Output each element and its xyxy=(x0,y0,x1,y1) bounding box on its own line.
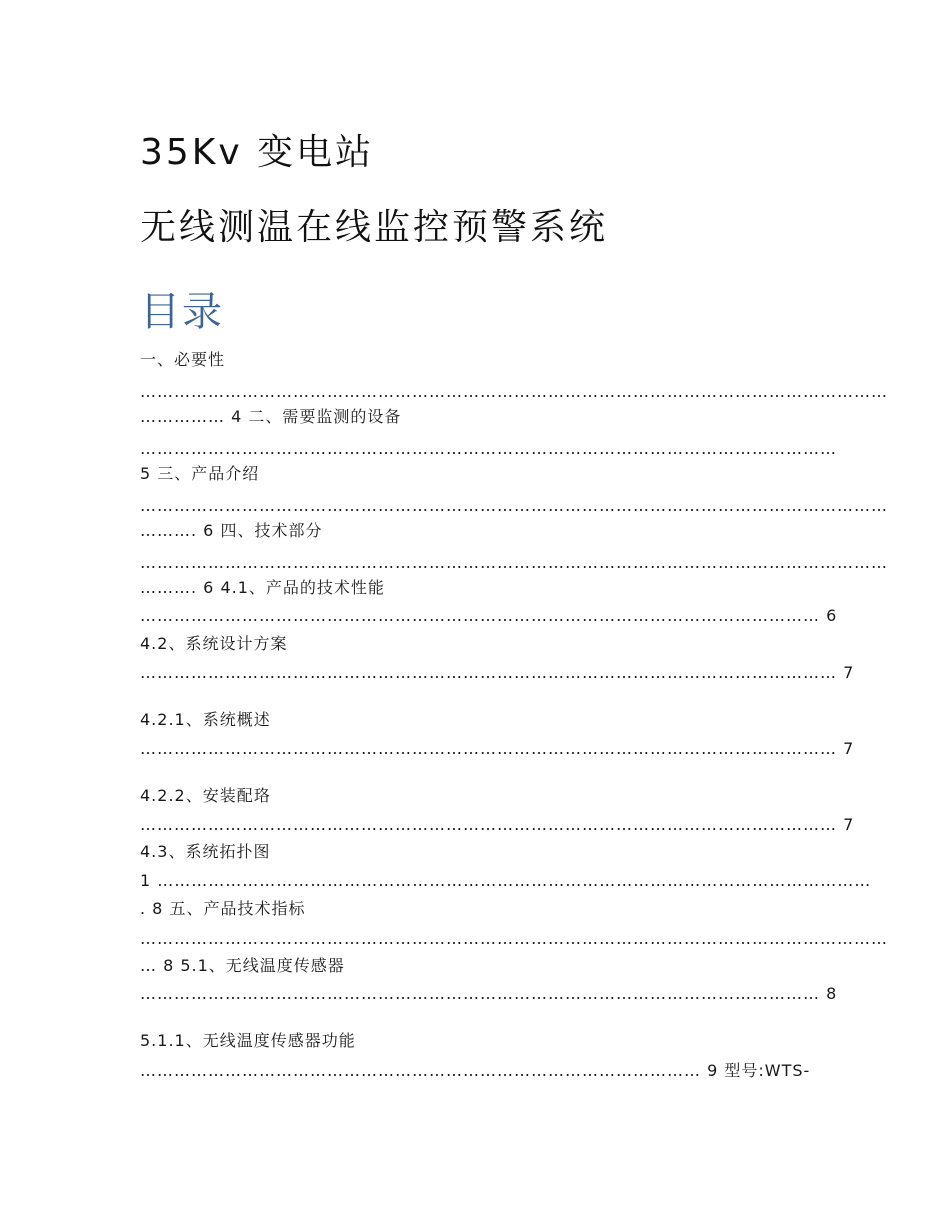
document-title-line-1: 35Kv 变电站 xyxy=(140,132,375,173)
toc-line: 4.2、系统设计方案 xyxy=(140,634,288,653)
toc-dot-leader: …………………………………………………………………………………………………………… 7 xyxy=(140,739,855,758)
toc-line: … 8 5.1、无线温度传感器 xyxy=(140,956,345,975)
toc-line: …………… 4 二、需要监测的设备 xyxy=(140,407,402,426)
toc-dot-leader: …………………………………………………………………………………………………………… 7 xyxy=(140,663,855,682)
toc-line: 4.2.1、系统概述 xyxy=(140,710,271,729)
toc-line: 一、必要性 xyxy=(140,350,226,369)
toc-line: 4.3、系统拓扑图 xyxy=(140,842,271,861)
document-title-line-2: 无线测温在线监控预警系统 xyxy=(140,207,609,248)
toc-line: ………. 6 四、技术部分 xyxy=(140,521,323,540)
toc-line: 5.1.1、无线温度传感器功能 xyxy=(140,1031,356,1050)
toc-dot-leader: ………………………………………………………………………………………………………… 8 xyxy=(140,984,838,1003)
toc-dot-leader: 1 ……………………………………………………………………………………………………………… xyxy=(140,871,872,890)
toc-line: 5 三、产品介绍 xyxy=(140,464,260,483)
toc-dot-leader: …………………………………………………………………………………………………………… xyxy=(140,439,837,458)
toc-dot-leader: …………………………………………………………………………………………………………… 7 xyxy=(140,815,855,834)
toc-heading: 目录 xyxy=(140,289,224,335)
toc-dot-leader: ………………………………………………………………………………………………………… 6 xyxy=(140,606,838,625)
toc-dot-leader: …………………………………………………………………………………………………………………… xyxy=(140,553,888,572)
toc-line: 4.2.2、安装配珞 xyxy=(140,786,271,805)
toc-dot-leader: …………………………………………………………………………………………………………………… xyxy=(140,382,888,401)
toc-dot-leader: …………………………………………………………………………………………………………………… xyxy=(140,496,888,515)
toc-dot-leader: …………………………………………………………………………………………………………………… xyxy=(140,929,888,948)
toc-line: ………. 6 4.1、产品的技术性能 xyxy=(140,578,385,597)
toc-line: . 8 五、产品技术指标 xyxy=(140,899,306,918)
toc-dot-leader: ……………………………………………………………………………………… 9 型号:WTS- xyxy=(140,1061,811,1080)
